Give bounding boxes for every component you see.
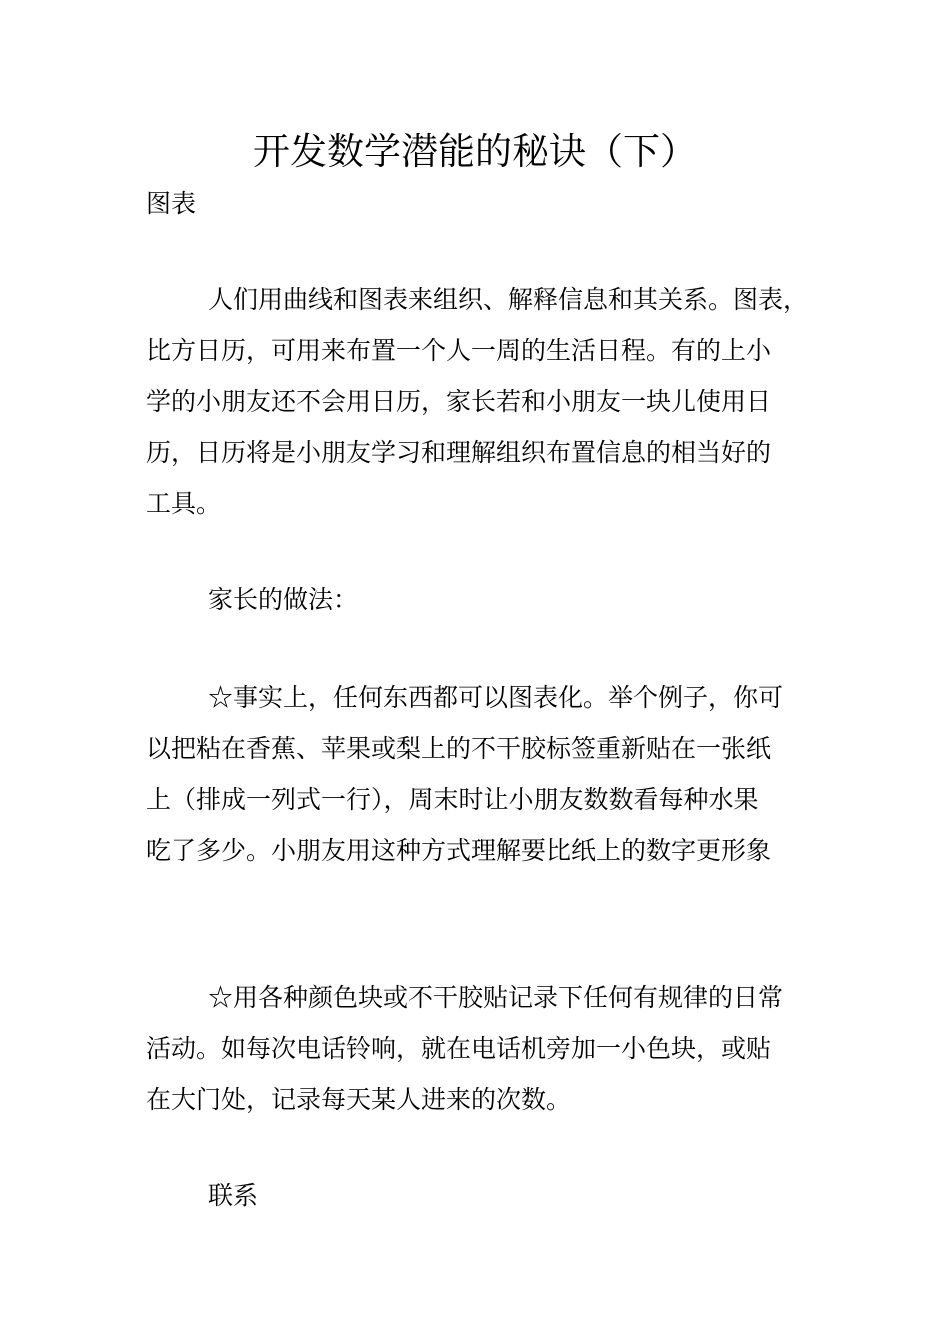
paragraph-parent-method [146,574,826,625]
document-title: 开发数学潜能的秘诀（下） [253,130,697,173]
paragraph-line: 以把粘在香蕉、苹果或梨上的不干胶标签重新贴在一张纸 [146,734,772,763]
paragraph-connection [146,1170,826,1221]
paragraph-line: 家长的做法： [208,585,359,614]
paragraph-line: 吃了多少。小朋友用这种方式理解要比纸上的数字更形象 [146,836,772,865]
paragraph-intro [146,274,826,529]
paragraph-line: 工具。 [146,489,222,518]
paragraph-line: 上（排成一列式一行），周末时让小朋友数数看每种水果 [146,785,759,814]
paragraph-line: ☆用各种颜色块或不干胶贴记录下任何有规律的日常 [208,983,784,1012]
paragraph-line: 联系 [208,1181,259,1210]
paragraph-line: 在大门处，记录每天某人进来的次数。 [146,1085,572,1114]
paragraph-line: ☆事实上，任何东西都可以图表化。举个例子，你可 [208,683,784,712]
section-heading-text: 图表 [146,189,197,218]
paragraph-tip-charting [146,672,826,876]
paragraph-line: 学的小朋友还不会用日历，家长若和小朋友一块儿使用日 [146,387,772,416]
paragraph-line: 比方日历，可用来布置一个人一周的生活日程。有的上小 [146,336,772,365]
section-heading [146,178,826,229]
paragraph-line: 活动。如每次电话铃响，就在电话机旁加一小色块，或贴 [146,1034,772,1063]
paragraph-line: 人们用曲线和图表来组织、解释信息和其关系。图表， [208,285,809,314]
paragraph-line: 历，日历将是小朋友学习和理解组织布置信息的相当好的 [146,438,772,467]
paragraph-tip-color-blocks [146,972,826,1125]
